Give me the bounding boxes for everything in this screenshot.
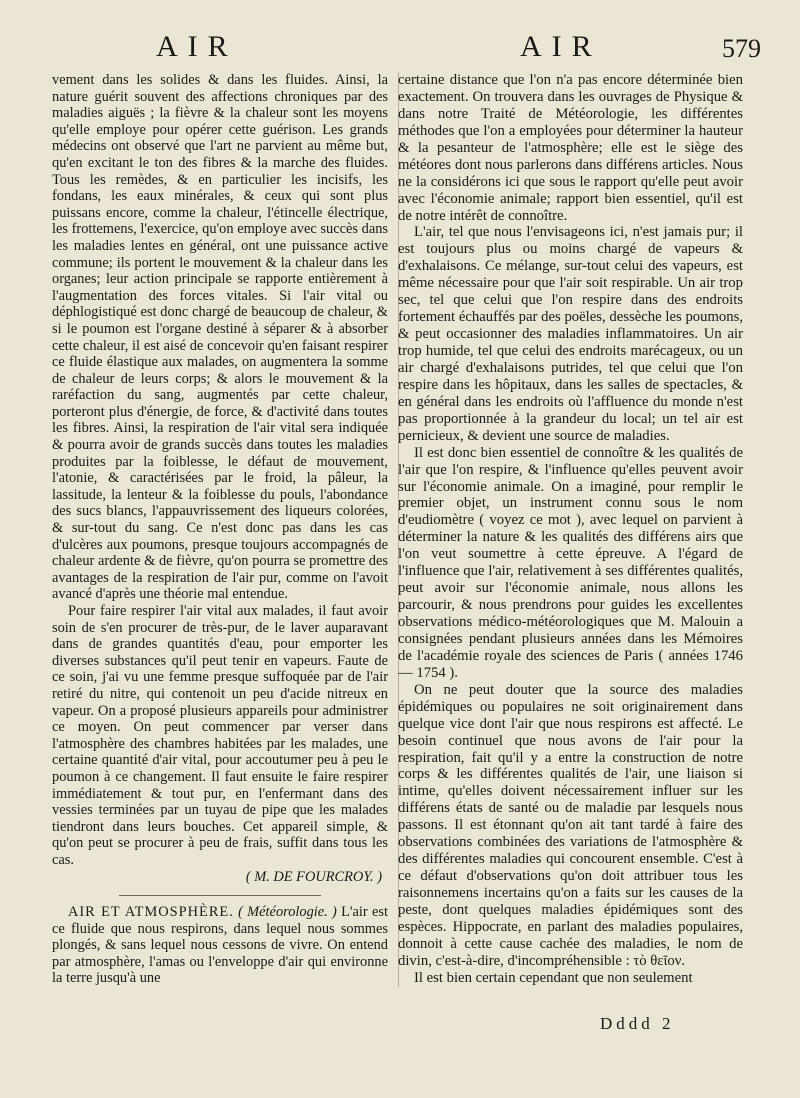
signature-text: ( M. DE FOURCROY. ) [245,868,382,885]
paragraph: Pour faire respirer l'air vital aux malades, il faut avoir soin de s'en procurer de très-pur, de le laver auparavant dans de grandes quantités d'eau, pour emporter les diverses substances qu'il peut tenir en vapeurs. Faute de ce soin, j'ai vu une femme presque suffoquée par de l'air retiré du nitre, qui contenoit un peu d'acide nitreux en vapeur. On a proposé plusieurs appareils pour administrer ce moyen. On peut commencer par verser dans l'atmosphère des chambres habitées par les malades, une certaine quantité d'air vital, pour accoutumer peu à peu le poumon à ce changement. Il faut ensuite le faire respirer immédiatement & tout pur, en l'enfermant dans des vessies terminées par un tuyau de pipe que les malades tiendront dans leurs bouches. Cet appareil simple, & qu'on peut se procurer à peu de frais, suffit dans tous les cas. [52,603,388,868]
author-signature [52,869,388,886]
page-number: 579 [722,34,761,63]
article-heading-paragraph [52,904,388,987]
running-head-right: AIR [520,30,602,63]
running-head-left: AIR [156,30,238,63]
article-text: L'air est ce fluide que nous respirons, dans lequel nous sommes plongés, & sans lequel nous cessons de vivre. On entend par atmosphère, l'amas ou l'enveloppe d'air qui environne la terre jusqu'à une [52,904,388,987]
paragraph: On ne peut douter que la source des maladies épidémiques ou populaires ne soit originairement dans quelque vice dont l'air que nous respirons est affecté. Le besoin continuel que nous avons de l'air pour la respiration, fait qu'il y a entre la construction de notre corps & les différentes qualités de l'air, une liaison si intime, qu'elles doivent nécessairement influer sur les différens états de santé ou de maladie par lesquels nous passons. Il est étonnant qu'on ait tant tardé à faire des observations combinées des variations de l'atmosphère & des différentes maladies qui concourent ensemble. C'est à ce défaut d'observations qu'on doit attribuer tous les raisonnemens incertains qu'on a faits sur les causes de la peste, dont quelques maladies épidémiques sont des espèces. Hippocrate, en parlant des maladies populaires, donnoit à cette cause cachée des maladies, le nom de divin, c'est-à-dire, d'incompréhensible : τὸ θεῖον. [398,681,743,969]
paragraph: Il est bien certain cependant que non seulement [414,969,693,986]
article-heading: AIR ET ATMOSPHÈRE. [68,904,234,921]
paragraph: L'air, tel que nous l'envisageons ici, n'est jamais pur; il est toujours plus ou moins chargé de vapeurs & d'exhalaisons. Ce mélange, sur-tout celui des vapeurs, est même nécessaire pour que l'air soit respirable. Un air trop sec, tel que celui que l'on respire dans des endroits fortement échauffés par des poëles, dessèche les poumons, & peut occasionner des maladies inflammatoires. Un air trop humide, tel que celui des endroits marécageux, ou un air chargé d'exhalaisons putrides, tel que celui que l'on respire dans les hôpitaux, dans les salles de spectacles, & en général dans les endroits où l'affluence du monde n'est pas proportionnée à la grandeur du local; un tel air est pernicieux, & devient une source de maladies. [398,224,743,444]
article-subject: ( Météorologie. ) [238,904,337,921]
paragraph: Il est donc bien essentiel de connoître & les qualités de l'air que l'on respire, & l'influence qu'elles peuvent avoir sur l'économie animale. On a imaginé, pour remplir le premier objet, un instrument connu sous le nom d'eudiomètre ( voyez ce mot ), avec lequel on parvient à déterminer la nature & les qualités des différens airs que l'on veut soumettre à cette épreuve. A l'égard de l'influence que l'air, relativement à ses différentes qualités, peut avoir sur l'économie animale, nous allons les parcourir, & nous prendrons pour guides les excellentes observations médico-météorologiques que M. Malouin a consignées pendant plusieurs années dans les Mémoires de l'académie royale des sciences de Paris ( années 1746 — 1754 ). [398,444,743,681]
paragraph: vement dans les solides & dans les fluides. Ainsi, la nature guérit souvent des affections chroniques par des maladies aiguës ; la fièvre & la chaleur sont les moyens qu'elle employe pour opérer cette guérison. Les grands médecins ont observé que l'art ne parvient au même but, qu'en excitant le ton des fibres & la marche des fluides. Tous les remèdes, & en particulier les incisifs, les fondans, les eaux minérales, & ceux qui sont plus puissans encore, comme la chaleur, l'étincelle électrique, les frottemens, l'exercice, qu'on employe avec succès dans les maladies lentes en général, ont une puissance active commune; ils portent le mouvement & la chaleur dans les organes; leur action principale se rapporte entièrement à l'augmentation des forces vitales. Si l'air vital ou déphlogistiqué est donc chargé de beaucoup de chaleur, & si le poumon est l'organe destiné à séparer & à absorber cette chaleur, il est aisé de concevoir qu'en faisant respirer ce fluide élastique aux malades, on augmentera la somme de chaleur de leurs corps; & alors le mouvement & la raréfaction du sang, augmentés par cette chaleur, porteront plus d'énergie, de force, & d'activité dans toutes les fibres. Ainsi, la respiration de l'air vital sera indiquée & pourra avoir de grands succès dans toutes les maladies produites par la foiblesse, le défaut de mouvement, l'atonie, & caractérisées par le froid, la pâleur, la lassitude, la lenteur & la foiblesse du pouls, l'abondance des sucs blancs, l'appauvrissement des liqueurs colorées, & sur-tout du sang. Ce n'est donc pas dans les cas d'ulcères aux poumons, presque toujours accompagnés de chaleur ardente & de fièvre, qu'on pourra se promettre des avantages de la respiration de l'air pur, comme on l'avoit avancé d'après une théorie mal entendue. [52,72,388,603]
catchword: Dddd 2 [600,1014,675,1033]
right-column [398,72,743,987]
paragraph: certaine distance que l'on n'a pas encore déterminée bien exactement. On trouvera dans les ouvrages de Physique & dans notre Traité de Météorologie, les différentes méthodes que l'on a employées pour déterminer la hauteur & la pesanteur de l'atmosphère; elle est le siège des météores dont nous parlerons dans différens articles. Nous ne la considérons ici que sous le rapport qu'elle peut avoir avec l'économie animale; rapport bien essentiel, qu'il est de notre intérêt de connoître. [398,72,743,224]
article-divider [119,895,321,896]
left-column [52,72,399,987]
